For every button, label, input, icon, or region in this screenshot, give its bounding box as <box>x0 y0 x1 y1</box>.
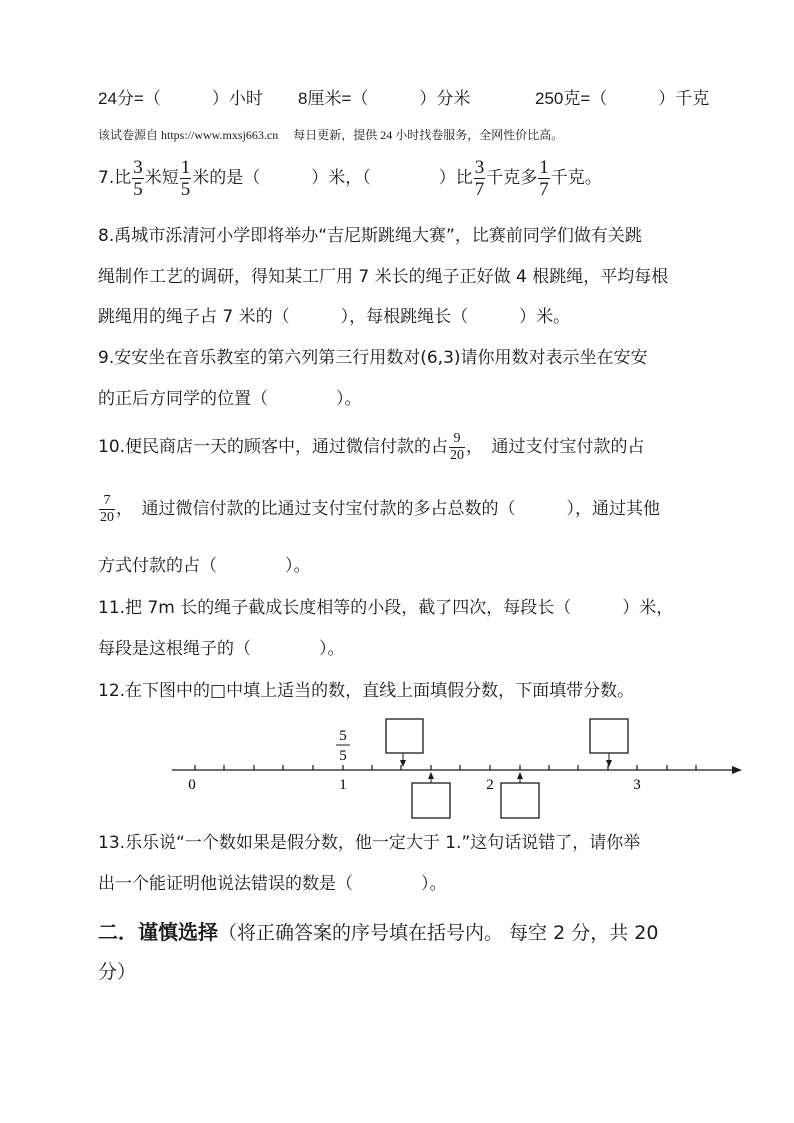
q7-text-1: 7.比 <box>98 168 132 188</box>
q7-text-4: 千克多 <box>486 168 538 188</box>
fraction-1-5: $\frac{1}{5}$ <box>180 157 191 200</box>
question-7 <box>98 158 602 199</box>
question-8-line-2: 绳制作工艺的调研，得知某工厂用 7 米长的绳子正好做 4 根跳绳，平均每根 <box>98 267 669 287</box>
q6-item-decimeters: 8厘米=（ ）分米 <box>298 89 471 108</box>
q7-text-2: 米短 <box>144 168 179 188</box>
fraction-1-7: $\frac{1}{7}$ <box>539 157 549 200</box>
question-8-line-3: 跳绳用的绳子占 7 米的（ ），每根跳绳长（ ）米。 <box>98 307 571 327</box>
q10-text-1: 10.便民商店一天的顾客中，通过微信付款的占 <box>98 437 449 457</box>
question-11-line-1: 11.把 7m 长的绳子截成长度相等的小段，截了四次，每段长（ ）米， <box>98 598 674 618</box>
number-line-arrow <box>732 766 742 774</box>
question-12-line-1: 12.在下图中的□中填上适当的数，直线上面填假分数，下面填带分数。 <box>98 681 635 701</box>
q6-item-hours: 24分=（ ）小时 <box>98 89 263 108</box>
question-10-line-3: 方式付款的占（ ）。 <box>98 556 311 576</box>
tick-label-2: 2 <box>486 777 494 793</box>
number-line-ticks <box>195 765 696 770</box>
answer-box-upper-1[interactable] <box>386 719 423 753</box>
q10-text-2: ， 通过支付宝付款的占 <box>466 437 645 457</box>
question-13-line-1: 13.乐乐说“一个数如果是假分数，他一定大于 1.”这句话说错了，请你举 <box>98 833 641 853</box>
answer-box-lower-2[interactable] <box>501 783 539 818</box>
source-watermark: 该试卷源自 https://www.mxsj663.cn 每日更新，提供 24 小时找卷服务，全网性价比高。 <box>98 128 564 142</box>
tick-label-0: 0 <box>188 777 196 793</box>
section-2-description-line-2: 分） <box>98 961 137 983</box>
q10-text-3: ， 通过微信付款的比通过支付宝付款的多占总数的（ ），通过其他 <box>116 499 660 519</box>
fraction-3-7: $\frac{3}{7}$ <box>474 157 485 200</box>
pointer-upper-2-head <box>606 760 612 767</box>
answer-box-lower-1[interactable] <box>412 783 450 818</box>
question-13-line-2: 出一个能证明他说法错误的数是（ ）。 <box>98 874 447 894</box>
fraction-7-20: $\frac{7}{20}$ <box>100 493 114 525</box>
question-9-line-1: 9.安安坐在音乐教室的第六列第三行用数对(6,3)请你用数对表示坐在安安 <box>98 348 648 368</box>
tick-label-3: 3 <box>633 777 641 793</box>
section-2-title: 二．谨慎选择 <box>98 920 218 944</box>
section-2-heading <box>98 916 658 945</box>
fraction-5-5-denominator: 5 <box>339 748 347 764</box>
fraction-5-5-numerator: 5 <box>339 728 347 744</box>
tick-label-1: 1 <box>339 777 347 793</box>
section-2-description: （将正确答案的序号填在括号内。 每空 2 分，共 20 <box>218 922 659 944</box>
q7-text-5: 千克。 <box>550 168 602 188</box>
q6-item-kilograms: 250克=（ ）千克 <box>535 89 710 108</box>
pointer-lower-1-head <box>428 772 434 779</box>
question-9-line-2: 的正后方同学的位置（ ）。 <box>98 389 362 409</box>
pointer-lower-2-head <box>517 772 523 779</box>
answer-box-upper-2[interactable] <box>590 719 628 753</box>
question-8-line-1: 8.禹城市泺清河小学即将举办“吉尼斯跳绳大赛”，比赛前同学们做有关跳 <box>98 226 642 246</box>
question-10-line-1 <box>98 432 645 463</box>
fraction-9-20: $\frac{9}{20}$ <box>450 431 465 463</box>
number-line-figure <box>0 710 794 830</box>
fraction-3-5: $\frac{3}{5}$ <box>133 157 143 200</box>
question-11-line-2: 每段是这根绳子的（ ）。 <box>98 639 345 659</box>
question-10-line-2 <box>98 494 660 525</box>
q7-text-3: 米的是（ ）米，（ ）比 <box>192 168 473 188</box>
